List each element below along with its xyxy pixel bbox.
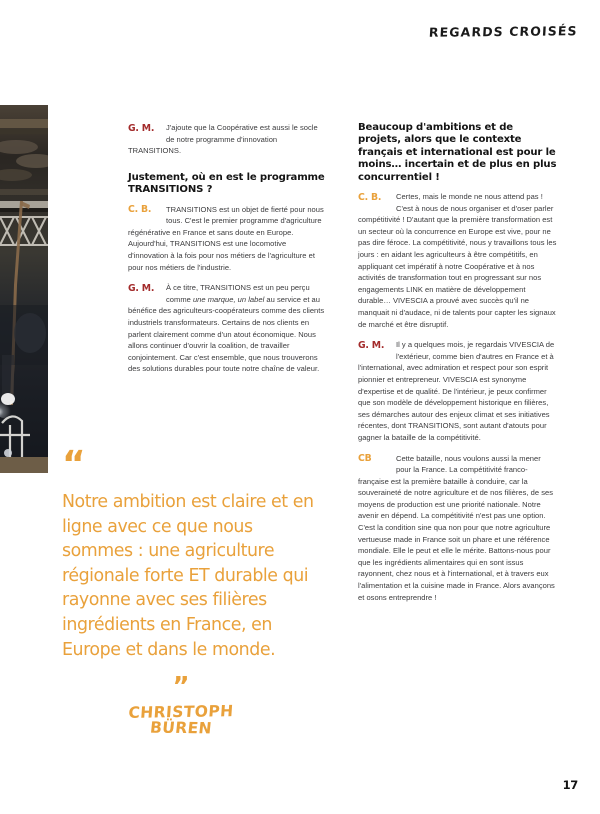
pull-quote [62,444,314,738]
qa-block [358,339,558,443]
answer-text [128,282,328,375]
qa-block [128,122,328,157]
answer-text: J'ajoute que la Coopérative est aussi le socle de notre programme d'innovation TRANSITIONS. [128,123,318,156]
running-header-title: REGARDS CROISÉS [428,23,579,40]
quote-open-mark: “ [62,444,83,485]
answer-text: Il y a quelques mois, je regardais VIVESCIA de l'extérieur, comme bien d'autres en France et à l'international, avec admiration et respect pour son esprit pionnier et entrepreneur. VIVESCIA est synonyme d'expertise et de qualité. De l'intérieur, je peux confirmer que son modèle de développement historique en filières, ses démarches autour des enjeux climat et ses initiatives récentes, dont TRANSITIONS, sont autant d'atouts pour gagner la bataille de la compétitivité. [358,340,555,442]
right-column [358,122,558,612]
interview-question: Justement, où en est le programme TRANSITIONS ? [128,171,325,196]
answer-text: TRANSITIONS est un objet de fierté pour nous tous. C'est le premier programme d'agriculture régénérative en France et sans doute en Europe. Aujourd'hui, TRANSITIONS est une locomotive d'innovation à la fois pour nos métiers de l'agriculture et pour nos métiers de l'industrie. [128,204,324,272]
author-last-name: BÜREN [149,718,213,738]
quote-close-mark: ” [172,672,188,703]
page-number: 17 [562,778,578,792]
answer-text-pre: À ce titre, TRANSITIONS est un peu perçu comme [166,283,310,304]
answer-text-post: au service et au bénéfice des agriculteurs-coopérateurs comme des clients industriels transformateurs. Certains de nos clients en parlent clairement comme d'un atout économique. Nous allons continuer d'ouvrir la coalition, de travailler conjointement. Car c'est ensemble, que nous trouverons des solutions durables pour toute notre chaîne de valeur. [128,294,325,374]
speaker-initials: C. B. [128,204,152,216]
qa-block [128,204,328,274]
author-first-name: CHRISTOPH [127,702,235,723]
speaker-initials: G. M. [128,122,155,134]
industrial-facility-photo [0,105,48,473]
left-column [128,122,328,384]
answer-text-emphasis: une marque, un label [192,294,265,304]
qa-block [128,282,328,375]
pull-quote-author [62,704,314,736]
speaker-initials: G. M. [358,339,385,351]
interview-question: Beaucoup d'ambitions et de projets, alors que le contexte français et international est pour le moins… incertain et de plus en plus concurrentiel ! [358,122,557,183]
speaker-initials: C. B. [358,191,382,203]
speaker-initials: G. M. [128,282,155,294]
qa-block [358,453,558,604]
answer-text: Cette bataille, nous voulons aussi la mener pour la France. La compétitivité franco-française est la première bataille à conduire, car la souveraineté de notre agriculture et de nos filières, de ses moyens de production est une priorité nationale. Notre avenir en dépend. La compétitivité n'est pas une option. C'est la condition sine qua non pour que notre agriculture vertueuse made in France soit un phare et une référence mondiale. Elle le peut et elle le mérite. Battons-nous pour que les ingrédients alimentaires qui en sont issus rayonnent, chez nous et à l'international, et à travers eux l'alimentation et la cuisine made in France. Alors avançons et osons entreprendre ! [358,453,555,602]
answer-text: Certes, mais le monde ne nous attend pas ! C'est à nous de nous organiser et d'oser parler compétitivité ! D'autant que la première transformation est un secteur où la concurrence en Europe est vive, pour ne pas dire féroce. La compétitivité, nous y travaillons tous les jours : en aidant les agriculteurs à être compétitifs, en appliquant cet impératif à notre Coopérative et à nos activités de transformation tout en progressant sur nos engagements LINK en matière de développement durable… VIVESCIA a prouvé avec succès qu'il ne manquait ni d'audace, ni de talents pour capter les signaux de marché et être disruptif. [358,192,557,329]
photo-artwork [0,105,48,473]
speaker-initials: CB [358,453,372,464]
qa-block [358,191,558,330]
pull-quote-text: Notre ambition est claire et en ligne avec ce que nous sommes : une agriculture régionale forte ET durable qui rayonne avec ses filières ingrédients en France, en Europe et dans le monde. [62,492,314,660]
